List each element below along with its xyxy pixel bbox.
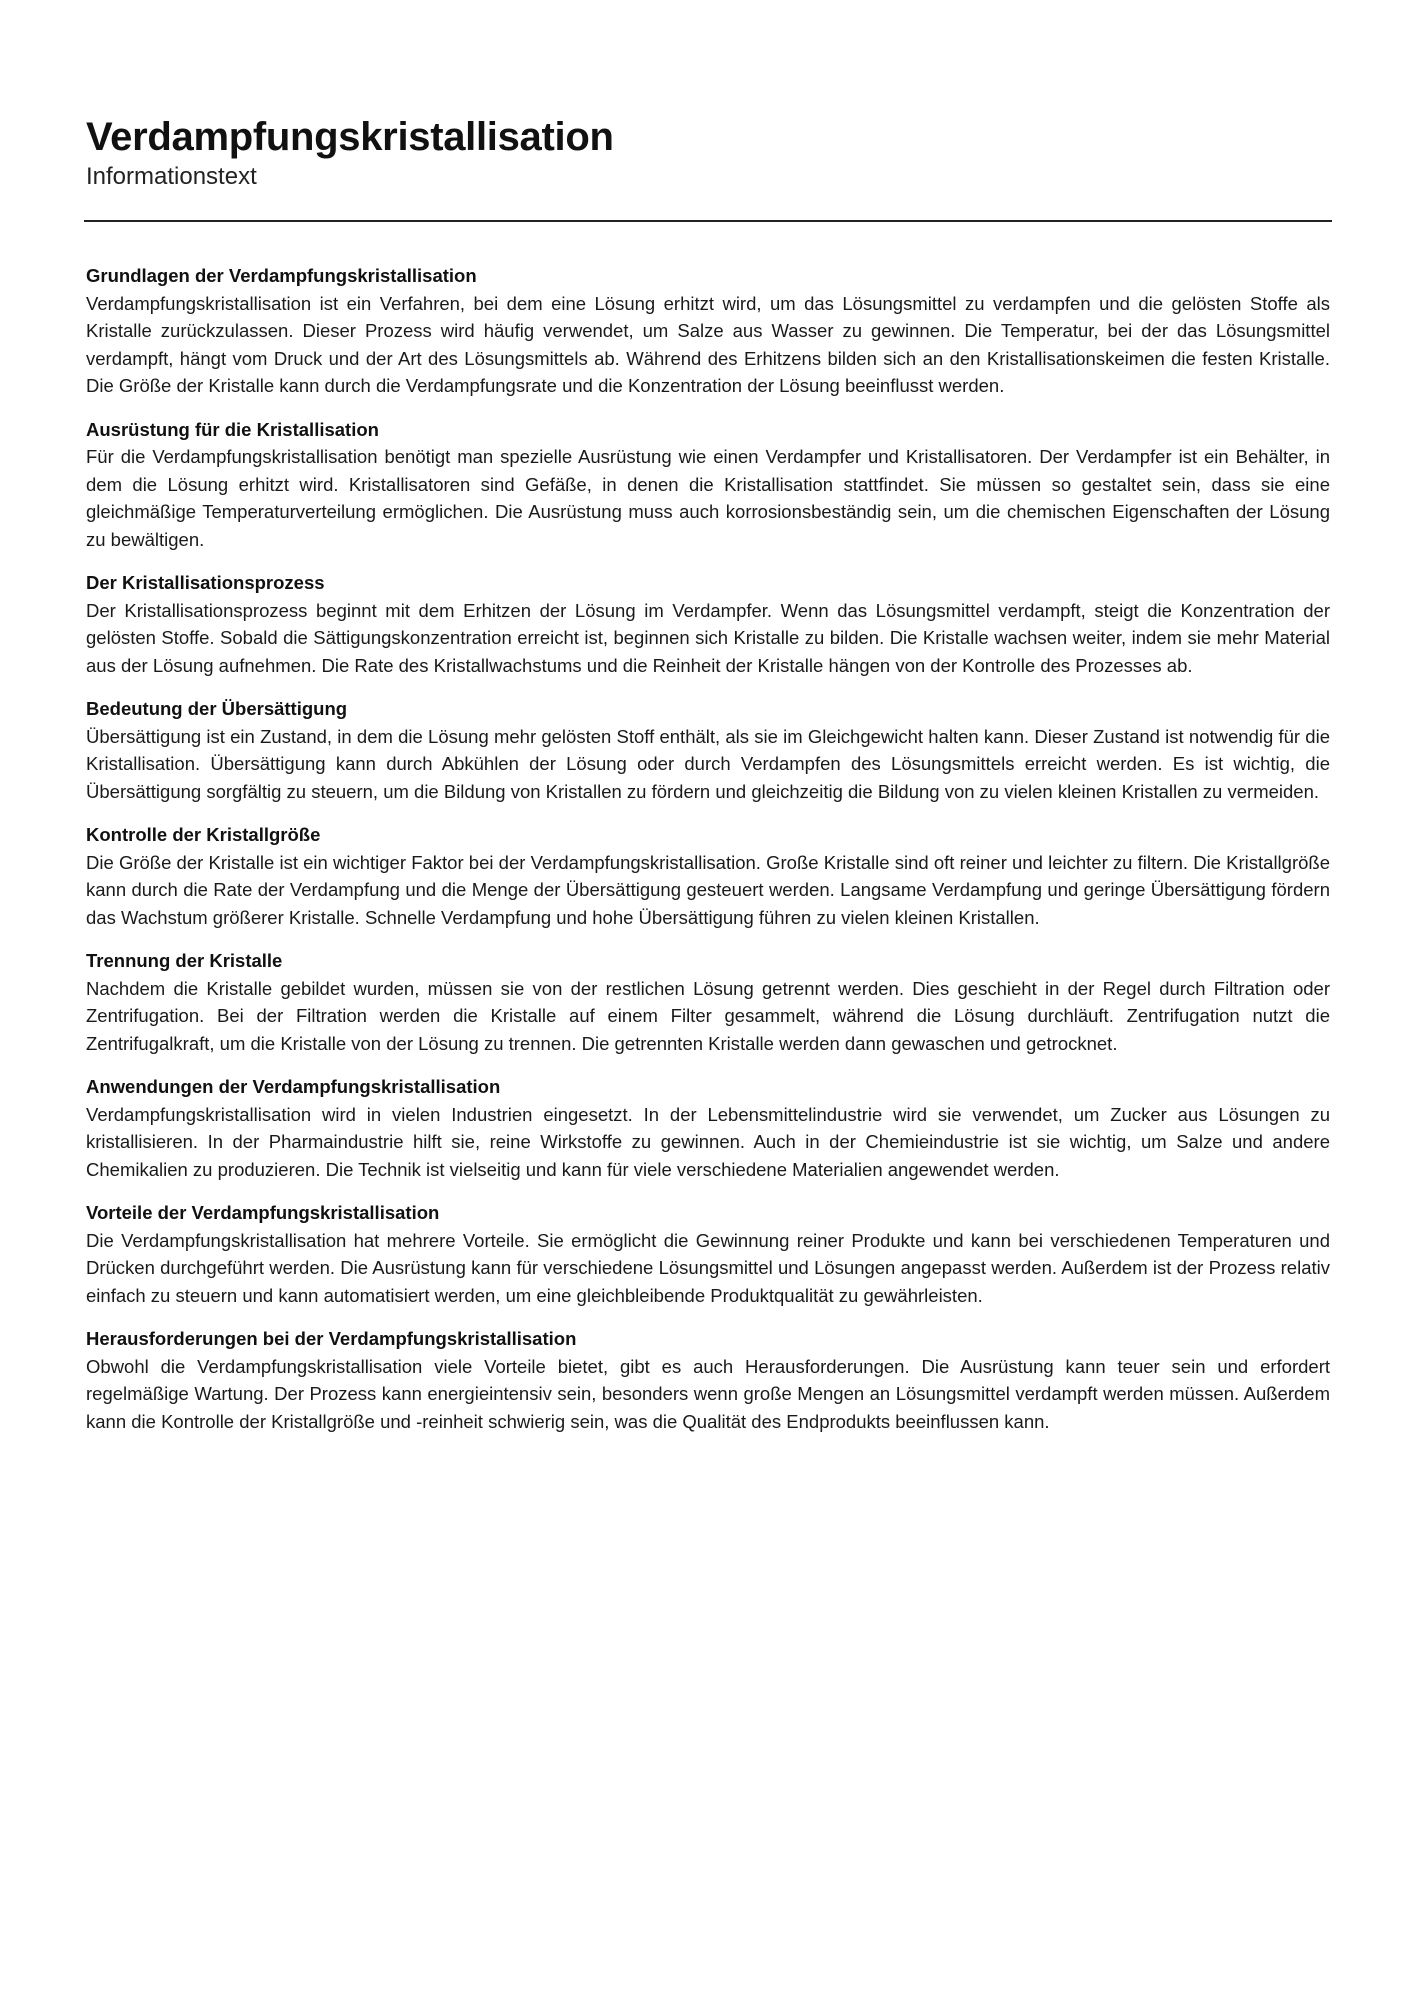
section-heading: Grundlagen der Verdampfungskristallisation [86, 265, 477, 286]
section-heading: Vorteile der Verdampfungskristallisation [86, 1202, 440, 1223]
section-heading: Trennung der Kristalle [86, 950, 283, 971]
section-body: Die Größe der Kristalle ist ein wichtiger Faktor bei der Verdampfungskristallisation. Große Kristalle sind oft reiner und leichter zu filtern. Die Kristallgröße kann durch die Rate der Verdampfung und die Menge der Übersättigung gesteuert werden. Langsame Verdampfung und geringe Übersättigung fördern das Wachstum größerer Kristalle. Schnelle Verdampfung und hohe Übersättigung führen zu vielen kleinen Kristallen. [86, 851, 1330, 928]
section-heading: Kontrolle der Kristallgröße [86, 824, 321, 845]
section-heading: Der Kristallisationsprozess [86, 572, 325, 593]
section [86, 821, 1330, 931]
section [86, 947, 1330, 1057]
section-body: Verdampfungskristallisation ist ein Verfahren, bei dem eine Lösung erhitzt wird, um das Lösungsmittel zu verdampfen und die gelösten Stoffe als Kristalle zurückzulassen. Dieser Prozess wird häufig verwendet, um Salze aus Wasser zu gewinnen. Die Temperatur, bei der das Lösungsmittel verdampft, hängt vom Druck und der Art des Lösungsmittels ab. Während des Erhitzens bilden sich an den Kristallisationskeimen die festen Kristalle. Die Größe der Kristalle kann durch die Verdampfungsrate und die Konzentration der Lösung beeinflusst werden. [86, 292, 1330, 396]
document-subtitle: Informationstext [86, 163, 257, 190]
section-heading: Bedeutung der Übersättigung [86, 698, 348, 719]
section-heading: Herausforderungen bei der Verdampfungskristallisation [86, 1328, 577, 1349]
section [86, 262, 1330, 400]
section [86, 1199, 1330, 1309]
section-heading: Ausrüstung für die Kristallisation [86, 418, 379, 440]
section [86, 695, 1330, 805]
section [86, 569, 1330, 679]
section-body: Nachdem die Kristalle gebildet wurden, müssen sie von der restlichen Lösung getrennt werden. Dies geschieht in der Regel durch Filtration oder Zentrifugation. Bei der Filtration werden die Kristalle auf einem Filter gesammelt, während die Lösung durchläuft. Zentrifugation nutzt die Zentrifugalkraft, um die Kristalle von der Lösung zu trennen. Die getrennten Kristalle werden dann gewaschen und getrocknet. [86, 977, 1330, 1054]
section-body: Verdampfungskristallisation wird in vielen Industrien eingesetzt. In der Lebensmittelindustrie wird sie verwendet, um Zucker aus Lösungen zu kristallisieren. In der Pharmaindustrie hilft sie, reine Wirkstoffe zu gewinnen. Auch in der Chemieindustrie ist sie wichtig, um Salze und andere Chemikalien zu produzieren. Die Technik ist vielseitig und kann für viele verschiedene Materialien angewendet werden. [86, 1103, 1330, 1180]
section [86, 416, 1330, 554]
section-body: Für die Verdampfungskristallisation benötigt man spezielle Ausrüstung wie einen Verdampfer und Kristallisatoren. Der Verdampfer ist ein Behälter, in dem die Lösung erhitzt wird. Kristallisatoren sind Gefäße, in denen die Kristallisation stattfindet. Sie müssen so gestaltet sein, dass sie eine gleichmäßige Temperaturverteilung ermöglichen. Die Ausrüstung muss auch korrosionsbeständig sein, um die chemischen Eigenschaften der Lösung zu bewältigen. [86, 446, 1330, 550]
section-heading: Anwendungen der Verdampfungskristallisation [86, 1076, 501, 1097]
section-body: Übersättigung ist ein Zustand, in dem die Lösung mehr gelösten Stoff enthält, als sie im Gleichgewicht halten kann. Dieser Zustand ist notwendig für die Kristallisation. Übersättigung kann durch Abkühlen der Lösung oder durch Verdampfen des Lösungsmittels erreicht werden. Es ist wichtig, die Übersättigung sorgfältig zu steuern, um die Bildung von Kristallen zu fördern und gleichzeitig die Bildung von zu vielen kleinen Kristallen zu vermeiden. [86, 725, 1330, 802]
document-content [86, 262, 1330, 1435]
section-body: Die Verdampfungskristallisation hat mehrere Vorteile. Sie ermöglicht die Gewinnung reiner Produkte und kann bei verschiedenen Temperaturen und Drücken durchgeführt werden. Die Ausrüstung kann für verschiedene Lösungsmittel und Lösungen angepasst werden. Außerdem ist der Prozess relativ einfach zu steuern und kann automatisiert werden, um eine gleichbleibende Produktqualität zu gewährleisten. [86, 1229, 1330, 1306]
title-divider [84, 220, 1332, 222]
section-body: Der Kristallisationsprozess beginnt mit dem Erhitzen der Lösung im Verdampfer. Wenn das Lösungsmittel verdampft, steigt die Konzentration der gelösten Stoffe. Sobald die Sättigungskonzentration erreicht ist, beginnen sich Kristalle zu bilden. Die Kristalle wachsen weiter, indem sie mehr Material aus der Lösung aufnehmen. Die Rate des Kristallwachstums und die Reinheit der Kristalle hängen von der Kontrolle des Prozesses ab. [86, 599, 1330, 676]
section [86, 1325, 1330, 1435]
section-body: Obwohl die Verdampfungskristallisation viele Vorteile bietet, gibt es auch Herausforderungen. Die Ausrüstung kann teuer sein und erfordert regelmäßige Wartung. Der Prozess kann energieintensiv sein, besonders wenn große Mengen an Lösungsmittel verdampft werden müssen. Außerdem kann die Kontrolle der Kristallgröße und -reinheit schwierig sein, was die Qualität des Endprodukts beeinflussen kann. [86, 1355, 1330, 1432]
document-title: Verdampfungskristallisation [86, 115, 614, 159]
section [86, 1073, 1330, 1183]
